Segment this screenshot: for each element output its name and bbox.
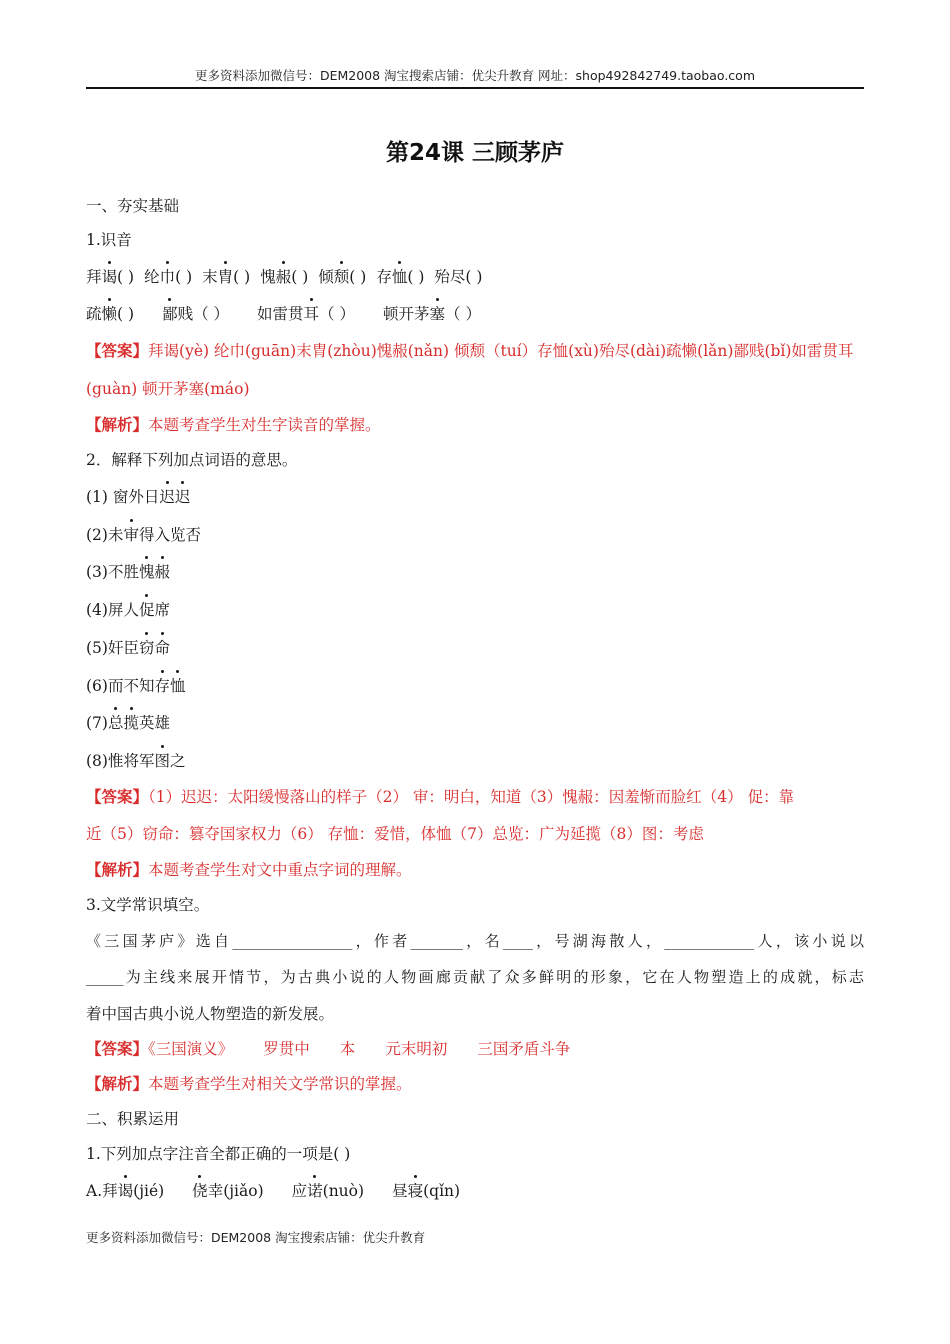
pinyin-blank-word: 殆尽( ) — [434, 268, 483, 286]
option-word: 应诺(nuò) — [291, 1182, 365, 1200]
pinyin-blank-word: 鄙贱（ ） — [162, 305, 230, 323]
question-1-answer — [86, 340, 853, 362]
option-word: A.拜谒(jié) — [86, 1182, 165, 1200]
answer-tag: 【答案】 — [86, 1039, 149, 1058]
question-2-answer — [86, 786, 794, 808]
question-3-answer — [86, 1038, 570, 1060]
dotted-char: 巾 — [159, 268, 176, 286]
dotted-char: 迟 — [159, 488, 175, 506]
dotted-char: 懒 — [101, 305, 118, 323]
question-2-item — [86, 486, 190, 508]
answer-text: 拜谒(yè) 纶巾(guān)末胄(zhòu)愧赧(nǎn) 倾颓（tuí）存恤(xù)殆尽(dài)疏懒(lǎn)鄙贱(bǐ)如雷贯耳 — [148, 342, 854, 360]
dotted-char: 谒 — [117, 1182, 134, 1200]
question-1-label: 1.识音 — [86, 231, 132, 249]
phrase: (6)而不知存恤 — [86, 676, 186, 695]
dotted-char: 寝 — [407, 1182, 424, 1200]
analysis-tag: 【解析】 — [86, 415, 149, 434]
dotted-char: 恤 — [169, 676, 186, 695]
answer-item: 本 — [339, 1040, 356, 1058]
pinyin-blank-word: 倾颓( ) — [318, 268, 367, 286]
dotted-char: 诺 — [307, 1182, 323, 1200]
pinyin-blank-word: 存恤( ) — [376, 268, 425, 286]
question-2-answer-cont: 近（5）窃命：篡夺国家权力（6） 存恤：爱惜，体恤（7）总览：广为延揽（8）图：考虑 — [86, 825, 704, 843]
dotted-char: 谒 — [101, 268, 118, 286]
answer-item: 元末明初 — [385, 1040, 448, 1058]
dotted-char: 鄙 — [162, 305, 178, 323]
dotted-char: 揽 — [123, 714, 139, 733]
question-2-item — [86, 561, 170, 583]
dotted-char: 耳 — [303, 305, 320, 323]
mcq-1-option-a — [86, 1180, 460, 1202]
pinyin-blank-word: 末胄( ) — [202, 268, 251, 286]
dotted-char: 颓 — [333, 268, 350, 286]
answer-item: 罗贯中 — [263, 1040, 310, 1058]
question-2-item — [86, 712, 170, 734]
question-1-answer-cont: (guàn) 顿开茅塞(máo) — [86, 380, 250, 398]
question-2-label: 2．解释下列加点词语的意思。 — [86, 451, 298, 469]
section-heading-application: 二、积累运用 — [86, 1110, 180, 1128]
phrase: (8)惟将军图之 — [86, 751, 186, 770]
question-2-analysis — [86, 859, 412, 881]
phrase: (4)屏人促席 — [86, 601, 170, 620]
phrase: (2)未审得入览否 — [86, 525, 201, 544]
option-word: 昼寝(qǐn) — [392, 1182, 461, 1200]
pinyin-blank-word: 纶巾( ) — [144, 268, 193, 286]
answer-item: 《三国演义》 — [148, 1040, 234, 1058]
option-word: 侥幸(jiǎo) — [192, 1182, 264, 1200]
dotted-char: 恤 — [391, 268, 408, 286]
dotted-char: 赧 — [154, 563, 170, 582]
question-2-item — [86, 637, 170, 659]
dotted-char: 图 — [154, 751, 170, 770]
question-3-analysis — [86, 1073, 412, 1095]
pinyin-blank-word: 拜谒( ) — [86, 268, 135, 286]
dotted-char: 审 — [123, 525, 139, 544]
header-divider — [86, 87, 864, 89]
dotted-char: 塞 — [429, 305, 446, 323]
page-footer: 更多资料添加微信号：DEM2008 淘宝搜索店铺：优尖升教育 — [86, 1230, 426, 1245]
analysis-text: 本题考查学生对相关文学常识的掌握。 — [148, 1075, 412, 1093]
pinyin-blank-word: 愧赧( ) — [260, 268, 309, 286]
answer-tag: 【答案】 — [86, 341, 149, 360]
pinyin-blank-word: 疏懒( ) — [86, 305, 135, 323]
question-2-item — [86, 599, 170, 621]
answer-item: 三国矛盾斗争 — [477, 1040, 571, 1058]
question-2-item — [86, 750, 186, 772]
question-3-text-line-1: 《三国茅庐》选自________________，作者_______，名____，号湖海散人，____________人，该小说以 — [86, 932, 864, 950]
dotted-char: 总 — [107, 714, 124, 733]
answer-text: （1）迟迟：太阳缓慢落山的样子（2） 审：明白，知道（3）愧赧：因羞惭而脸红（4） 促：靠 — [148, 788, 795, 806]
phrase: (3)不胜愧赧 — [86, 563, 170, 582]
question-2-item — [86, 524, 201, 546]
analysis-tag: 【解析】 — [86, 860, 149, 879]
page-header: 更多资料添加微信号：DEM2008 淘宝搜索店铺：优尖升教育 网址：shop492842749.taobao.com — [194, 68, 756, 83]
question-3-label: 3.文学常识填空。 — [86, 896, 210, 914]
analysis-tag: 【解析】 — [86, 1074, 149, 1093]
dotted-char: 命 — [154, 638, 170, 657]
question-2-item — [86, 675, 186, 697]
pinyin-blank-word: 如雷贯耳（ ） — [257, 305, 355, 323]
section-heading-basics: 一、夯实基础 — [86, 197, 180, 215]
dotted-char: 胄 — [217, 268, 234, 286]
dotted-char: 迟 — [174, 488, 191, 506]
question-1-analysis — [86, 414, 381, 436]
phrase: (1) 窗外日迟迟 — [86, 488, 191, 506]
dotted-char: 愧 — [138, 563, 155, 582]
question-1-row-2 — [86, 303, 481, 325]
pinyin-blank-word: 顿开茅塞（ ） — [382, 305, 481, 323]
analysis-text: 本题考查学生对生字读音的掌握。 — [148, 416, 381, 434]
lesson-title: 第24课 三顾茅庐 — [385, 140, 564, 166]
dotted-char: 窃 — [138, 638, 155, 657]
analysis-text: 本题考查学生对文中重点字词的理解。 — [148, 861, 412, 879]
dotted-char: 赧 — [275, 268, 292, 286]
dotted-char: 促 — [138, 601, 155, 620]
dotted-char: 侥 — [192, 1182, 208, 1200]
answer-list — [148, 1040, 570, 1058]
dotted-char: 存 — [154, 676, 170, 695]
phrase: (5)奸臣窃命 — [86, 638, 170, 657]
mcq-1-label: 1.下列加点字注音全都正确的一项是( ) — [86, 1145, 351, 1163]
answer-tag: 【答案】 — [86, 787, 149, 806]
question-1-row-1 — [86, 266, 482, 288]
question-3-text-line-3: 着中国古典小说人物塑造的新发展。 — [86, 1005, 335, 1023]
question-3-text-line-2: _____为主线来展开情节，为古典小说的人物画廊贡献了众多鲜明的形象，它在人物塑造上的成就，标志 — [86, 968, 864, 986]
phrase: (7)总揽英雄 — [86, 714, 171, 733]
